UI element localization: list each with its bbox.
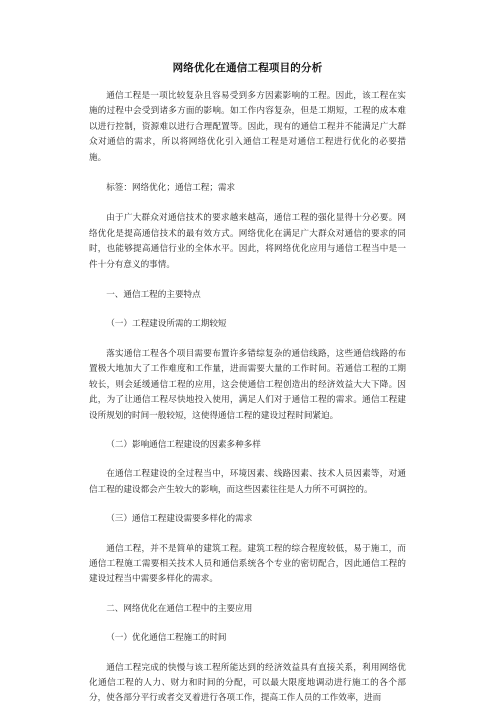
abstract-paragraph: 通信工程是一项比较复杂且容易受到多方因素影响的工程。因此，该工程在实施的过程中会受到诸多方面的影响。如工作内容复杂，但是工期短，工程的成本难以进行控制，资源难以进行合理配置等。因此，现有的通信工程并不能满足广大群众对通信的需求，所以将网络优化引入通信工程是对通信工程进行优化的必要措施。 — [89, 91, 406, 163]
section-heading-1: 一、通信工程的主要特点 — [106, 290, 201, 301]
body-paragraph-1-3: 通信工程，并不是简单的建筑工程。建筑工程的综合程度较低，易于施工，而通信工程施工需要相关技术人员和通信系统各个专业的密切配合，因此通信工程的建设过程当中需要多样化的需求。 — [89, 543, 406, 585]
body-paragraph-1-2: 在通信工程建设的全过程当中，环境因素、线路因素、技术人员因素等，对通信工程的建设都会产生较大的影响，而这些因素往往是人力所不可调控的。 — [89, 469, 406, 495]
subsection-heading-1-1: （一）工程建设所需的工期较短 — [106, 319, 227, 330]
document-body — [89, 60, 406, 707]
body-paragraph-1-1: 落实通信工程各个项目需要布置许多错综复杂的通信线路，这些通信线路的布置极大地加大了工作难度和工作量，进而需要大量的工作时间。若通信工程的工期较长，则会延缓通信工程的应用，这会使通信工程创造出的经济效益大大下降。因此，为了让通信工程尽快地投入使用，满足人们对于通信工程的需求。通信工程建设所规划的时间一般较短，这使得通信工程的建设过程时间紧迫。 — [89, 348, 406, 421]
body-paragraph-2-1: 通信工程完成的快慢与该工程所能达到的经济效益具有直接关系，利用网络优化通信工程的人力、财力和时间的分配，可以最大限度地调动进行施工的各个部分，使各部分平行或者交叉着进行各项工作，提高工作人员的工作效率，进而 — [89, 662, 406, 704]
subsection-heading-2-1: （一）优化通信工程施工的时间 — [106, 633, 227, 644]
subsection-heading-1-3: （三）通信工程建设需要多样化的需求 — [106, 514, 253, 525]
document-title: 网络优化在通信工程项目的分析 — [172, 62, 323, 74]
section-heading-2: 二、网络优化在通信工程中的主要应用 — [106, 603, 253, 614]
intro-paragraph: 由于广大群众对通信技术的要求越来越高，通信工程的强化显得十分必要。网络优化是提高通信技术的最有效方式。网络优化在满足广大群众对通信的要求的同时，也能够提高通信行业的全体水平。因此，将网络优化应用与通信工程当中是一件十分有意义的事情。 — [89, 213, 406, 270]
subsection-heading-1-2: （二）影响通信工程建设的因素多种多样 — [106, 439, 261, 450]
keywords-line: 标签：网络优化；通信工程；需求 — [106, 183, 236, 194]
